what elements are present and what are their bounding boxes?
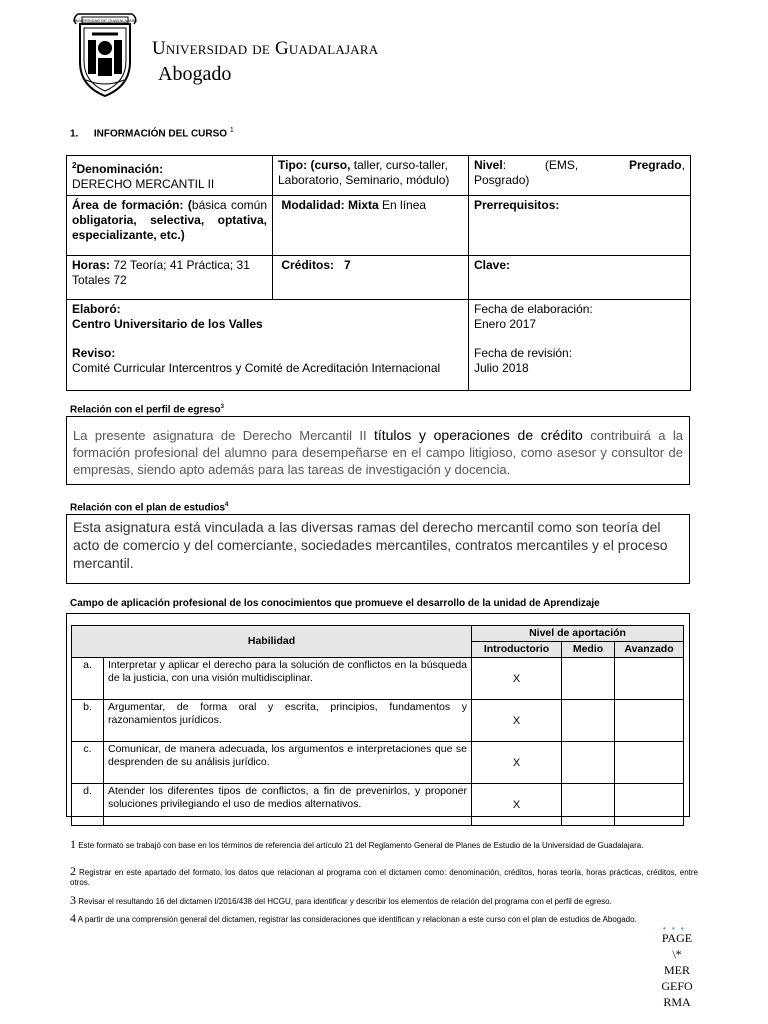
- row-intro-mark: X: [472, 700, 562, 742]
- col-introductorio: Introductorio: [472, 642, 562, 658]
- row-medio-mark: [562, 784, 615, 826]
- denominacion-value: DERECHO MERCANTIL II: [72, 177, 215, 191]
- area-value-pre: básica común: [191, 198, 267, 212]
- nivel-label: Nivel: [474, 158, 503, 172]
- modalidad-label: Modalidad: Mixta: [281, 198, 379, 212]
- university-name-text: Universidad de Guadalajara: [152, 38, 379, 59]
- cell-tipo: [273, 156, 469, 196]
- row-avanzado-mark: [615, 700, 684, 742]
- footnote-4: [70, 913, 698, 925]
- page-field-line: \*: [672, 947, 682, 961]
- reviso-label: Reviso:: [72, 346, 116, 360]
- cell-clave: [469, 256, 691, 300]
- cell-horas: [67, 256, 273, 300]
- footnote-text: Este formato se trabajó con base en los términos de referencia del artículo 21 del Reglamento General de Planes de Estudio de la Universidad de Guadalajara.: [76, 841, 644, 850]
- row-avanzado-mark: [615, 658, 684, 700]
- cell-area: [67, 196, 273, 256]
- row-letter: d.: [72, 784, 104, 826]
- footnote-number: 2: [70, 864, 76, 878]
- page-number-field: [655, 930, 699, 1010]
- creditos-value: 7: [344, 258, 351, 272]
- footnote-text: Registrar en este apartado del formato, los datos que relacionan al programa con el dictamen como: denominación, créditos, horas teoría, horas prácticas, créditos, entre otros.: [70, 868, 698, 887]
- cell-creditos: [273, 256, 469, 300]
- cell-denominacion: [67, 156, 273, 196]
- perfil-footnote-ref: 3: [220, 404, 224, 410]
- creditos-label: Créditos:: [281, 258, 335, 272]
- footnote-number: 3: [70, 893, 76, 907]
- page-field-dots: • • •: [663, 924, 686, 933]
- section-1-heading: [70, 127, 234, 139]
- nivel-value-pre: : (EMS,: [502, 158, 579, 172]
- row-text: Interpretar y aplicar el derecho para la solución de conflictos en la búsqueda de la justicia, con una visión multidisciplinar.: [104, 658, 472, 700]
- plan-text: Esta asignatura está vinculada a las diversas ramas del derecho mercantil como son teoría del acto de comercio y del comerciante, sociedades mercantiles, contratos mercantiles y el proceso mercantil.: [73, 519, 668, 571]
- fecha-revision-value: Julio 2018: [474, 361, 529, 375]
- fecha-elaboracion-label: Fecha de elaboración:: [474, 302, 593, 316]
- col-medio: Medio: [562, 642, 615, 658]
- row-medio-mark: [562, 742, 615, 784]
- col-avanzado: Avanzado: [615, 642, 684, 658]
- cell-prerrequisitos: [469, 196, 691, 256]
- fecha-revision-label: Fecha de revisión:: [474, 346, 573, 360]
- horas-label: Horas:: [72, 258, 111, 272]
- course-info-table: [66, 155, 690, 391]
- row-intro-mark: X: [472, 784, 562, 826]
- row-intro-mark: X: [472, 658, 562, 700]
- perfil-text-pre: La presente asignatura de Derecho Mercantil II: [73, 428, 374, 443]
- perfil-heading-text: Relación con el perfil de egreso: [70, 404, 221, 416]
- skills-table: [71, 625, 683, 826]
- row-text: Comunicar, de manera adecuada, los argumentos e interpretaciones que se desprenden de su análisis jurídico.: [104, 742, 472, 784]
- perfil-text-post: contribuirá a la formación profesional del alumno para desempeñarse en el campo litigioso, como asesor y consultor de empresas, siendo apto además para las tareas de investigación y docencia.: [73, 428, 683, 477]
- nivel-value-post: , Posgrado): [474, 158, 685, 187]
- plan-heading-text: Relación con el plan de estudios: [70, 502, 226, 514]
- table-row: [72, 700, 684, 742]
- tipo-value: taller, curso-taller, Laboratorio, Seminario, módulo): [278, 158, 450, 187]
- university-seal-logo: [72, 10, 138, 98]
- row-avanzado-mark: [615, 742, 684, 784]
- table-row: [72, 784, 684, 826]
- plan-footnote-ref: 4: [225, 502, 229, 508]
- nivel-value-bold: Pregrado: [628, 158, 682, 172]
- elaboro-label: Elaboró:: [72, 302, 121, 316]
- section-number: 1.: [70, 128, 79, 140]
- page-field-line: MER: [663, 963, 690, 977]
- row-text: Argumentar, de forma oral y escrita, principios, fundamentos y razonamientos jurídicos.: [104, 700, 472, 742]
- row-avanzado-mark: [615, 784, 684, 826]
- page-field-line: RMA: [663, 995, 691, 1009]
- perfil-text-highlight: títulos y operaciones de crédito: [373, 427, 583, 443]
- row-medio-mark: [562, 700, 615, 742]
- footnote-text: A partir de una comprensión general del dictamen, registrar las consideraciones que identifican y relacionan a este curso con el plan de estudios de Abogado.: [76, 915, 637, 924]
- table-row: [72, 742, 684, 784]
- clave-label: Clave:: [474, 258, 511, 272]
- footnote-number: 1: [70, 837, 76, 851]
- page-field-line: GEFO: [661, 979, 693, 993]
- footnote-text: Revisar el resultando 16 del dictamen I/2016/438 del HCGU, para identificar y describir los elementos de relación del programa con el perfil de egreso.: [76, 897, 612, 906]
- cell-elaboro: [67, 300, 469, 391]
- area-value-bold: obligatoria, selectiva, optativa, especializante, etc.): [72, 213, 267, 242]
- page-field-line: PAGE: [661, 931, 693, 945]
- section-footnote-ref: 1: [229, 127, 234, 134]
- row-text: Atender los diferentes tipos de conflictos, a fin de prevenirlos, y proponer soluciones privilegiando el uso de medios alternativos.: [104, 784, 472, 826]
- university-name: [152, 38, 378, 60]
- row-medio-mark: [562, 658, 615, 700]
- section-title: INFORMACIÓN DEL CURSO: [93, 128, 228, 140]
- tipo-label: Tipo:: [278, 158, 308, 172]
- row-intro-mark: X: [472, 742, 562, 784]
- fecha-elaboracion-value: Enero 2017: [474, 317, 537, 331]
- footnote-number: 4: [70, 911, 76, 925]
- perfil-box: [66, 416, 690, 485]
- reviso-value: Comité Curricular Intercentros y Comité de Acreditación Internacional: [72, 361, 441, 375]
- cell-fechas: [469, 300, 691, 391]
- table-row: [72, 658, 684, 700]
- row-letter: c.: [72, 742, 104, 784]
- col-nivel: Nivel de aportación: [472, 626, 684, 642]
- cell-modalidad: [273, 196, 469, 256]
- plan-heading: [70, 502, 228, 513]
- footnote-3: [70, 895, 698, 907]
- col-habilidad: Habilidad: [72, 626, 472, 658]
- denominacion-sup: 2: [72, 161, 77, 170]
- cell-nivel: [469, 156, 691, 196]
- prerrequisitos-label: Prerrequisitos:: [474, 198, 560, 212]
- tipo-value-bold: (curso,: [310, 158, 351, 172]
- perfil-heading: [70, 404, 224, 415]
- modalidad-value: En línea: [378, 198, 427, 212]
- seal-ribbon-text: UNIVERSIDAD DE GUADALAJARA: [72, 18, 138, 23]
- footnote-2: [70, 866, 698, 888]
- plan-box: [66, 514, 690, 584]
- row-letter: a.: [72, 658, 104, 700]
- campo-heading: Campo de aplicación profesional de los conocimientos que promueve el desarrollo de la unidad de Aprendizaje: [70, 598, 600, 609]
- program-name: Abogado: [158, 63, 232, 85]
- denominacion-label: Denominación:: [76, 162, 164, 176]
- row-letter: b.: [72, 700, 104, 742]
- footnote-1: [70, 839, 698, 851]
- elaboro-value: Centro Universitario de los Valles: [72, 317, 263, 331]
- area-label: Área de formación: (: [72, 198, 192, 212]
- horas-value: 72 Teoría; 41 Práctica; 31 Totales 72: [72, 258, 250, 287]
